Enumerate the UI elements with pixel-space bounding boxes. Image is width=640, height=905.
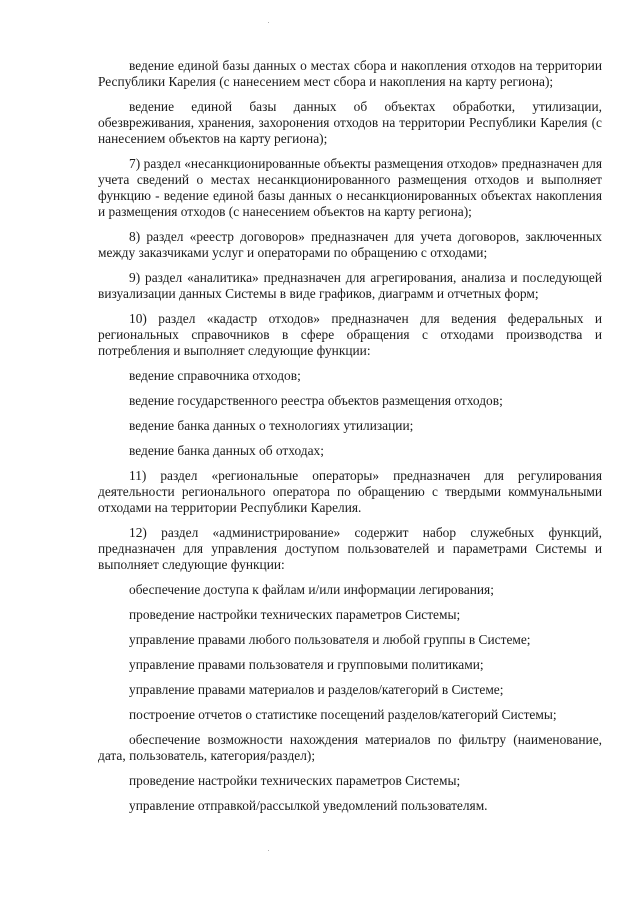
scan-mark-top bbox=[268, 22, 269, 23]
list-item-notifications: управление отправкой/рассылкой уведомлений пользователям. bbox=[129, 798, 488, 813]
list-item-visit-reports: построение отчетов о статистике посещений разделов/категорий Системы; bbox=[129, 707, 557, 722]
scan-mark-bottom bbox=[268, 850, 269, 851]
paragraph-section-9: 9) раздел «аналитика» предназначен для агрегирования, анализа и последующей визуализации данных Системы в виде графиков, диаграмм и отчетных форм; bbox=[98, 270, 602, 301]
list-item-user-group-rights: управление правами любого пользователя и любой группы в Системе; bbox=[129, 632, 531, 647]
list-item-material-rights: управление правами материалов и разделов/категорий в Системе; bbox=[129, 682, 504, 697]
list-item-file-access: обеспечение доступа к файлам и/или информации легирования; bbox=[129, 582, 494, 597]
list-item-technology-bank: ведение банка данных о технологиях утилизации; bbox=[129, 418, 414, 433]
document-body bbox=[98, 58, 602, 823]
list-item-waste-directory: ведение справочника отходов; bbox=[129, 368, 301, 383]
list-item-material-search: обеспечение возможности нахождения материалов по фильтру (наименование, дата, пользователь, категория/раздел); bbox=[98, 732, 602, 763]
paragraph-section-11: 11) раздел «региональные операторы» предназначен для регулирования деятельности регионального оператора по обращению с твердыми коммунальными отходами на территории Республики Карелия. bbox=[98, 468, 602, 515]
paragraph-waste-collection-db: ведение единой базы данных о местах сбора и накопления отходов на территории Республики Карелия (с нанесением мест сбора и накопления на карту региона); bbox=[98, 58, 602, 89]
paragraph-section-10: 10) раздел «кадастр отходов» предназначен для ведения федеральных и региональных справочников в сфере обращения с отходами производства и потребления и выполняет следующие функции: bbox=[98, 311, 602, 358]
paragraph-waste-facilities-db: ведение единой базы данных об объектах обработки, утилизации, обезвреживания, хранения, захоронения отходов на территории Республики Карелия (с нанесением объектов на карту региона); bbox=[98, 99, 602, 146]
paragraph-section-12: 12) раздел «администрирование» содержит набор служебных функций, предназначен для управления доступом пользователей и параметрами Системы и выполняет следующие функции: bbox=[98, 525, 602, 572]
list-item-user-policies: управление правами пользователя и групповыми политиками; bbox=[129, 657, 484, 672]
paragraph-section-7: 7) раздел «несанкционированные объекты размещения отходов» предназначен для учета сведений о местах несанкционированного размещения отходов и выполняет функцию - ведение единой базы данных о несанкционированных объектах накопления и размещения отходов (с нанесением объектов на карту региона); bbox=[98, 156, 602, 219]
list-item-tech-settings-repeat: проведение настройки технических параметров Системы; bbox=[129, 773, 461, 788]
list-item-tech-settings: проведение настройки технических параметров Системы; bbox=[129, 607, 461, 622]
paragraph-section-8: 8) раздел «реестр договоров» предназначен для учета договоров, заключенных между заказчиками услуг и операторами по обращению с отходами; bbox=[98, 229, 602, 260]
list-item-waste-bank: ведение банка данных об отходах; bbox=[129, 443, 324, 458]
list-item-state-registry: ведение государственного реестра объектов размещения отходов; bbox=[129, 393, 503, 408]
